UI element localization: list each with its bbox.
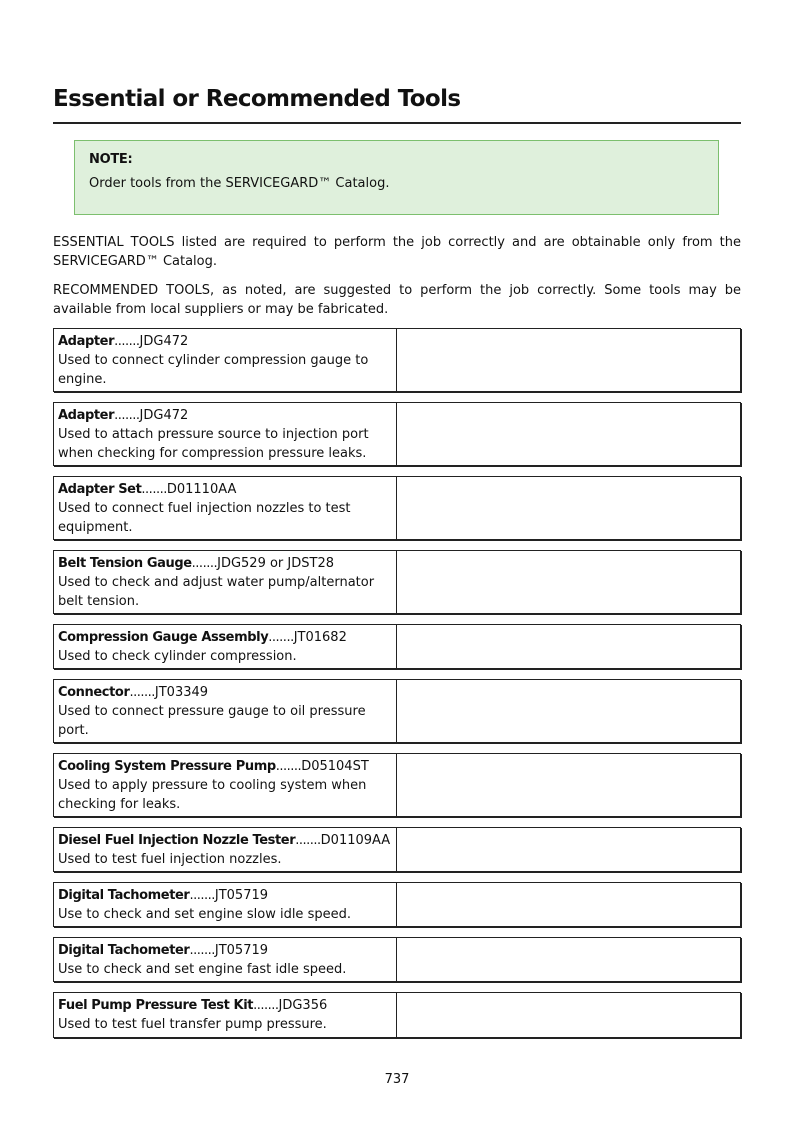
- tool-name: Connector: [58, 685, 130, 700]
- tool-name: Compression Gauge Assembly: [58, 630, 269, 645]
- tool-row: [53, 937, 741, 982]
- tool-description: Used to check cylinder compression.: [58, 649, 297, 664]
- tool-description: Use to check and set engine fast idle speed.: [58, 962, 347, 977]
- tool-description: Used to check and adjust water pump/alternator belt tension.: [58, 575, 375, 609]
- tool-leader-dots: .......: [253, 998, 279, 1013]
- tool-image-cell: [397, 938, 740, 981]
- tool-info-cell: [54, 329, 397, 391]
- tool-image-cell: [397, 477, 740, 539]
- title-divider: [53, 122, 741, 124]
- note-box: [74, 140, 719, 215]
- tool-name: Digital Tachometer: [58, 943, 190, 958]
- tool-name: Digital Tachometer: [58, 888, 190, 903]
- page-title: Essential or Recommended Tools: [53, 86, 461, 112]
- tool-part-number: JDG529 or JDST28: [217, 556, 334, 571]
- tool-leader-dots: .......: [114, 334, 140, 349]
- tool-info-cell: [54, 754, 397, 816]
- tool-description: Used to test fuel injection nozzles.: [58, 852, 282, 867]
- tool-row: [53, 679, 741, 743]
- essential-tools-paragraph: ESSENTIAL TOOLS listed are required to perform the job correctly and are obtainable only from the SERVICEGARD™ Catalog.: [53, 235, 741, 269]
- tool-leader-dots: .......: [189, 888, 215, 903]
- tool-image-cell: [397, 403, 740, 465]
- tool-part-number: D01110AA: [166, 482, 237, 497]
- tool-image-cell: [397, 680, 740, 742]
- tool-row: [53, 827, 741, 872]
- tool-description: Used to connect fuel injection nozzles to test equipment.: [58, 501, 351, 535]
- tool-leader-dots: .......: [189, 943, 215, 958]
- tool-row: [53, 992, 741, 1038]
- tool-name: Fuel Pump Pressure Test Kit: [58, 998, 254, 1013]
- tool-leader-dots: .......: [268, 630, 294, 645]
- tool-leader-dots: .......: [114, 408, 140, 423]
- tool-leader-dots: .......: [191, 556, 218, 571]
- tool-description: Used to connect cylinder compression gauge to engine.: [58, 353, 369, 387]
- tool-description: Used to attach pressure source to injection port when checking for compression pressure leaks.: [58, 427, 369, 461]
- tool-part-number: JT03349: [154, 685, 209, 700]
- tool-image-cell: [397, 329, 740, 391]
- tool-row: [53, 476, 741, 540]
- tool-description: Use to check and set engine slow idle speed.: [58, 907, 351, 922]
- tool-image-cell: [397, 883, 740, 926]
- tool-part-number: D05104ST: [301, 759, 369, 774]
- tool-name: Adapter: [58, 408, 115, 423]
- tool-row: [53, 550, 741, 614]
- tool-row: [53, 328, 741, 392]
- tool-leader-dots: .......: [275, 759, 302, 774]
- tool-image-cell: [397, 625, 740, 668]
- tool-info-cell: [54, 477, 397, 539]
- tool-part-number: JT05719: [214, 943, 269, 958]
- tool-info-cell: [54, 551, 397, 613]
- tool-description: Used to test fuel transfer pump pressure.: [58, 1017, 327, 1032]
- tool-info-cell: [54, 828, 397, 871]
- tool-info-cell: [54, 993, 397, 1037]
- note-label: NOTE:: [89, 152, 133, 167]
- tool-part-number: JDG472: [139, 408, 189, 423]
- tool-row: [53, 753, 741, 817]
- tool-part-number: JT05719: [214, 888, 269, 903]
- tool-info-cell: [54, 625, 397, 668]
- tool-part-number: JT01682: [293, 630, 347, 645]
- tool-part-number: JDG472: [139, 334, 189, 349]
- tool-info-cell: [54, 680, 397, 742]
- tool-leader-dots: .......: [295, 833, 321, 848]
- tool-row: [53, 402, 741, 466]
- tool-name: Adapter Set: [58, 482, 142, 497]
- tool-part-number: D01109AA: [320, 833, 391, 848]
- tool-name: Diesel Fuel Injection Nozzle Tester: [58, 833, 296, 848]
- tool-description: Used to connect pressure gauge to oil pressure port.: [58, 704, 366, 738]
- tool-name: Belt Tension Gauge: [58, 556, 192, 571]
- tool-row: [53, 882, 741, 927]
- tool-info-cell: [54, 883, 397, 926]
- tool-info-cell: [54, 938, 397, 981]
- tool-name: Cooling System Pressure Pump: [58, 759, 276, 774]
- page-number: 737: [384, 1072, 410, 1087]
- tool-info-cell: [54, 403, 397, 465]
- tool-image-cell: [397, 754, 740, 816]
- note-text: Order tools from the SERVICEGARD™ Catalog.: [89, 176, 390, 191]
- tool-description: Used to apply pressure to cooling system when checking for leaks.: [58, 778, 367, 812]
- tool-image-cell: [397, 551, 740, 613]
- tool-leader-dots: .......: [129, 685, 155, 700]
- recommended-tools-paragraph: RECOMMENDED TOOLS, as noted, are suggested to perform the job correctly. Some tools may be available from local suppliers or may be fabricated.: [53, 283, 741, 317]
- tool-row: [53, 624, 741, 669]
- tool-image-cell: [397, 993, 740, 1037]
- tool-image-cell: [397, 828, 740, 871]
- tool-part-number: JDG356: [278, 998, 328, 1013]
- tool-leader-dots: .......: [141, 482, 167, 497]
- tool-name: Adapter: [58, 334, 115, 349]
